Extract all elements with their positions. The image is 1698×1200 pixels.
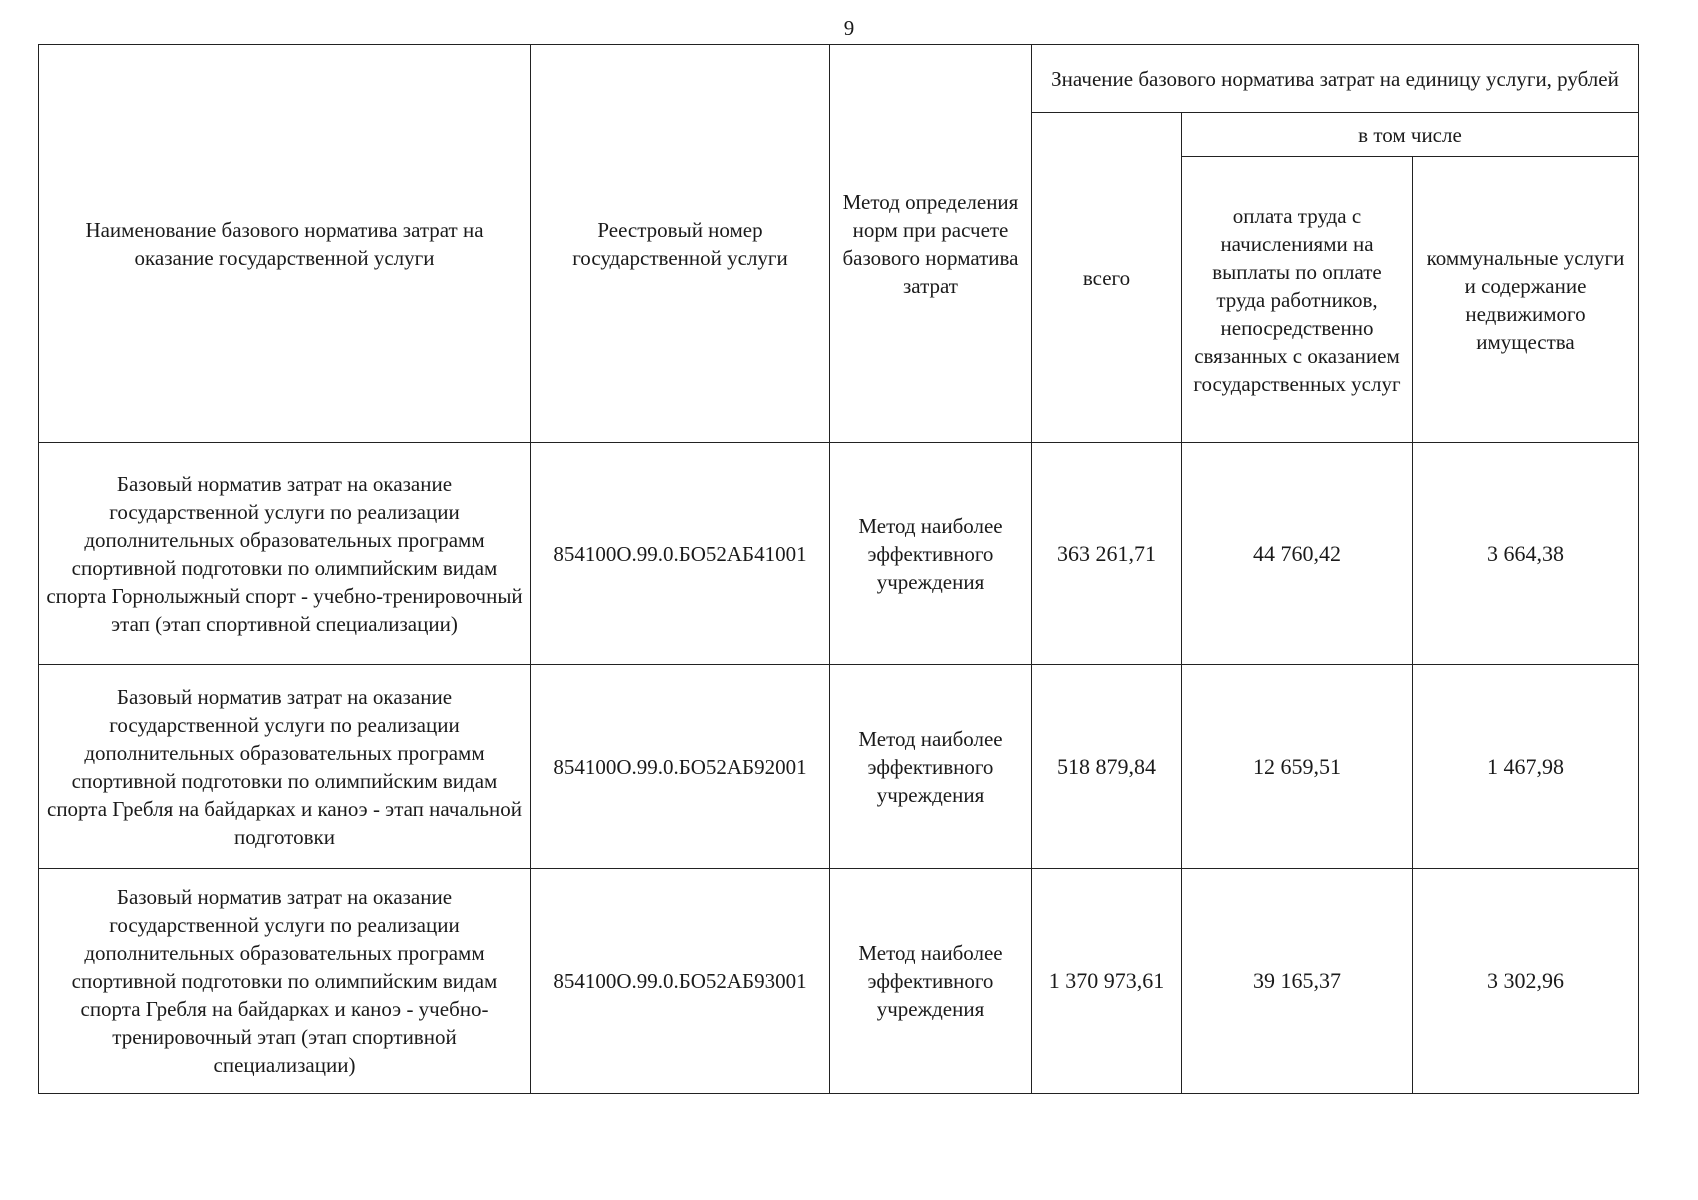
cell-registry: 854100О.99.0.БО52АБ93001	[531, 869, 830, 1094]
header-value-group: Значение базового норматива затрат на единицу услуги, рублей	[1032, 45, 1639, 113]
cell-total: 363 261,71	[1032, 443, 1182, 665]
header-method: Метод определения норм при расчете базового норматива затрат	[830, 45, 1032, 443]
page-number: 9	[843, 16, 855, 40]
header-labor: оплата труда с начислениями на выплаты по оплате труда работников, непосредственно связанных с оказанием государственных услуг	[1182, 157, 1413, 443]
cell-utilities: 3 302,96	[1413, 869, 1639, 1094]
header-utilities: коммунальные услуги и содержание недвижимого имущества	[1413, 157, 1639, 443]
cell-method: Метод наиболее эффективного учреждения	[830, 869, 1032, 1094]
cell-registry: 854100О.99.0.БО52АБ41001	[531, 443, 830, 665]
header-total: всего	[1032, 113, 1182, 443]
cell-total: 518 879,84	[1032, 665, 1182, 869]
cell-labor: 12 659,51	[1182, 665, 1413, 869]
cell-registry: 854100О.99.0.БО52АБ92001	[531, 665, 830, 869]
table-row	[39, 869, 1639, 1094]
table-row	[39, 443, 1639, 665]
header-including: в том числе	[1182, 113, 1639, 157]
cell-utilities: 3 664,38	[1413, 443, 1639, 665]
cell-name: Базовый норматив затрат на оказание государственной услуги по реализации дополнительных образовательных программ спортивной подготовки по олимпийским видам спорта Горнолыжный спорт - учебно-тренировочный этап (этап спортивной специализации)	[39, 443, 531, 665]
table-row	[39, 665, 1639, 869]
cell-name: Базовый норматив затрат на оказание государственной услуги по реализации дополнительных образовательных программ спортивной подготовки по олимпийским видам спорта Гребля на байдарках и каноэ - учебно-тренировочный этап (этап спортивной специализации)	[39, 869, 531, 1094]
cell-method: Метод наиболее эффективного учреждения	[830, 665, 1032, 869]
header-registry: Реестровый номер государственной услуги	[531, 45, 830, 443]
cell-labor: 39 165,37	[1182, 869, 1413, 1094]
cost-standards-table	[38, 44, 1639, 1094]
cell-labor: 44 760,42	[1182, 443, 1413, 665]
cell-utilities: 1 467,98	[1413, 665, 1639, 869]
cell-name: Базовый норматив затрат на оказание государственной услуги по реализации дополнительных образовательных программ спортивной подготовки по олимпийским видам спорта Гребля на байдарках и каноэ - этап начальной подготовки	[39, 665, 531, 869]
header-row-top	[39, 45, 1639, 113]
cell-method: Метод наиболее эффективного учреждения	[830, 443, 1032, 665]
cell-total: 1 370 973,61	[1032, 869, 1182, 1094]
header-name: Наименование базового норматива затрат на оказание государственной услуги	[39, 45, 531, 443]
